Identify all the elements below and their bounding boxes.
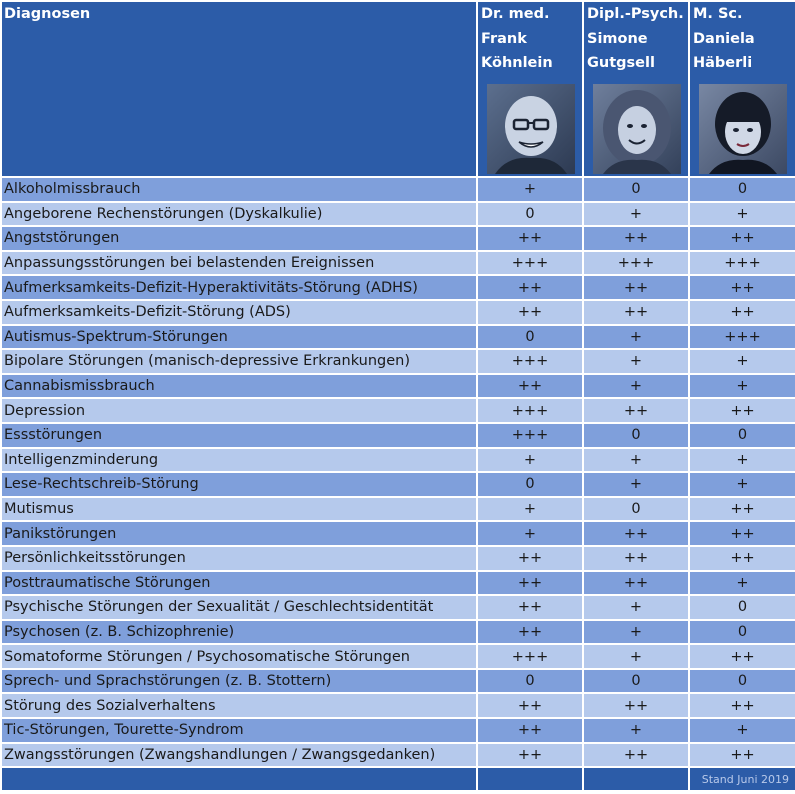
table-row	[2, 375, 795, 398]
portrait-photo-haeberli	[699, 84, 787, 174]
rating-cell: ++	[584, 276, 688, 299]
rating-cell: 0	[478, 203, 582, 226]
rating-cell: 0	[584, 178, 688, 201]
rating-cell: +	[478, 449, 582, 472]
footer-cell	[2, 768, 476, 790]
rating-cell: +	[584, 645, 688, 668]
rating-cell: +++	[690, 326, 795, 349]
table-row	[2, 547, 795, 570]
rating-cell: +++	[478, 424, 582, 447]
rating-cell: +++	[478, 645, 582, 668]
rating-cell: ++	[478, 276, 582, 299]
rating-cell: ++	[690, 399, 795, 422]
rating-cell: +++	[478, 350, 582, 373]
column-header-koehnlein	[478, 2, 582, 176]
rating-cell: ++	[584, 227, 688, 250]
table-row	[2, 227, 795, 250]
diagnosis-label: Anpassungsstörungen bei belastenden Ereignissen	[2, 252, 476, 275]
rating-cell: +	[478, 498, 582, 521]
rating-cell: ++	[584, 547, 688, 570]
doctor-title: Dr. med.	[481, 6, 550, 22]
diagnosis-label: Aufmerksamkeits-Defizit-Störung (ADS)	[2, 301, 476, 324]
diagnosis-label: Bipolare Störungen (manisch-depressive Erkrankungen)	[2, 350, 476, 373]
rating-cell: ++	[478, 621, 582, 644]
rating-cell: +	[690, 473, 795, 496]
footer-cell	[478, 768, 582, 790]
table-row	[2, 719, 795, 742]
diagnosis-label: Autismus-Spektrum-Störungen	[2, 326, 476, 349]
rating-cell: 0	[690, 621, 795, 644]
diagnosis-label: Aufmerksamkeits-Defizit-Hyperaktivitäts-Störung (ADHS)	[2, 276, 476, 299]
table-row	[2, 645, 795, 668]
footer-cell	[584, 768, 688, 790]
rating-cell: 0	[690, 670, 795, 693]
rating-cell: +	[584, 350, 688, 373]
rating-cell: +	[478, 522, 582, 545]
rating-cell: 0	[690, 596, 795, 619]
rating-cell: +	[690, 449, 795, 472]
rating-cell: ++	[478, 572, 582, 595]
diagnosis-label: Depression	[2, 399, 476, 422]
doctor-firstname: Frank	[481, 30, 527, 47]
rating-cell: +	[690, 719, 795, 742]
table-row	[2, 694, 795, 717]
rating-cell: 0	[478, 326, 582, 349]
rating-cell: ++	[690, 276, 795, 299]
rating-cell: 0	[690, 178, 795, 201]
table-row	[2, 473, 795, 496]
diagnosis-label: Tic-Störungen, Tourette-Syndrom	[2, 719, 476, 742]
rating-cell: 0	[584, 670, 688, 693]
table-row	[2, 596, 795, 619]
table-row	[2, 449, 795, 472]
rating-cell: ++	[690, 645, 795, 668]
rating-cell: ++	[584, 522, 688, 545]
rating-cell: ++	[690, 301, 795, 324]
rating-cell: ++	[584, 399, 688, 422]
table-row	[2, 252, 795, 275]
rating-cell: +	[690, 572, 795, 595]
rating-cell: ++	[690, 694, 795, 717]
diagnosis-label: Angeborene Rechenstörungen (Dyskalkulie)	[2, 203, 476, 226]
rating-cell: +	[584, 449, 688, 472]
table-row	[2, 399, 795, 422]
table-row	[2, 203, 795, 226]
rating-cell: ++	[478, 719, 582, 742]
rating-cell: ++	[690, 744, 795, 767]
diagnosis-label: Somatoforme Störungen / Psychosomatische Störungen	[2, 645, 476, 668]
rating-cell: +	[690, 350, 795, 373]
diagnosis-label: Mutismus	[2, 498, 476, 521]
diagnosis-label: Angststörungen	[2, 227, 476, 250]
rating-cell: ++	[690, 227, 795, 250]
rating-cell: 0	[690, 424, 795, 447]
diagnosis-label: Störung des Sozialverhaltens	[2, 694, 476, 717]
doctor-lastname: Häberli	[693, 55, 753, 71]
table-row	[2, 621, 795, 644]
diagnosis-label: Zwangsstörungen (Zwangshandlungen / Zwangsgedanken)	[2, 744, 476, 767]
rating-cell: ++	[478, 547, 582, 570]
diagnosis-label: Persönlichkeitsstörungen	[2, 547, 476, 570]
diagnosis-label: Psychosen (z. B. Schizophrenie)	[2, 621, 476, 644]
rating-cell: ++	[584, 744, 688, 767]
rating-cell: ++	[690, 522, 795, 545]
rating-cell: +++	[690, 252, 795, 275]
rating-cell: +	[584, 203, 688, 226]
doctor-lastname: Köhnlein	[481, 55, 553, 71]
doctor-firstname: Simone	[587, 30, 648, 47]
portrait-photo-koehnlein	[487, 84, 575, 174]
rating-cell: ++	[584, 694, 688, 717]
rating-cell: ++	[478, 596, 582, 619]
rating-cell: +	[584, 719, 688, 742]
rating-cell: +	[584, 326, 688, 349]
diagnosis-label: Posttraumatische Störungen	[2, 572, 476, 595]
table-row	[2, 326, 795, 349]
rating-cell: ++	[478, 744, 582, 767]
rating-cell: ++	[690, 547, 795, 570]
table-row	[2, 276, 795, 299]
diagnosis-label: Panikstörungen	[2, 522, 476, 545]
stand-date: Stand Juni 2019	[690, 768, 795, 790]
footer-row	[2, 768, 795, 790]
column-header-diagnosen: Diagnosen	[2, 2, 476, 176]
table-row	[2, 424, 795, 447]
table-row	[2, 572, 795, 595]
rating-cell: +	[690, 375, 795, 398]
rating-cell: ++	[690, 498, 795, 521]
doctor-title: M. Sc.	[693, 6, 743, 22]
diagnosis-label: Alkoholmissbrauch	[2, 178, 476, 201]
rating-cell: ++	[584, 572, 688, 595]
rating-cell: +++	[478, 252, 582, 275]
table-row	[2, 350, 795, 373]
table-body	[2, 178, 795, 766]
rating-cell: +	[584, 596, 688, 619]
rating-cell: ++	[584, 301, 688, 324]
doctor-lastname: Gutgsell	[587, 55, 655, 71]
diagnosis-label: Sprech- und Sprachstörungen (z. B. Stottern)	[2, 670, 476, 693]
doctor-title: Dipl.-Psych.	[587, 6, 684, 22]
column-header-haeberli	[690, 2, 795, 176]
rating-cell: 0	[478, 473, 582, 496]
rating-cell: +	[584, 621, 688, 644]
diagnosis-label: Psychische Störungen der Sexualität / Geschlechtsidentität	[2, 596, 476, 619]
rating-cell: ++	[478, 375, 582, 398]
table-row	[2, 522, 795, 545]
header-row	[2, 2, 795, 176]
doctor-firstname: Daniela	[693, 30, 755, 47]
rating-cell: +	[584, 473, 688, 496]
rating-cell: +	[584, 375, 688, 398]
table-row	[2, 670, 795, 693]
diagnosis-label: Intelligenzminderung	[2, 449, 476, 472]
rating-cell: +++	[584, 252, 688, 275]
rating-cell: 0	[584, 424, 688, 447]
rating-cell: ++	[478, 227, 582, 250]
rating-cell: 0	[584, 498, 688, 521]
rating-cell: 0	[478, 670, 582, 693]
table-row	[2, 744, 795, 767]
table-row	[2, 178, 795, 201]
rating-cell: ++	[478, 301, 582, 324]
rating-cell: +	[478, 178, 582, 201]
table-row	[2, 498, 795, 521]
rating-cell: +	[690, 203, 795, 226]
diagnosis-label: Essstörungen	[2, 424, 476, 447]
rating-cell: +++	[478, 399, 582, 422]
portrait-photo-gutgsell	[593, 84, 681, 174]
diagnosis-label: Cannabismissbrauch	[2, 375, 476, 398]
rating-cell: ++	[478, 694, 582, 717]
diagnosis-label: Lese-Rechtschreib-Störung	[2, 473, 476, 496]
table-row	[2, 301, 795, 324]
column-header-gutgsell	[584, 2, 688, 176]
